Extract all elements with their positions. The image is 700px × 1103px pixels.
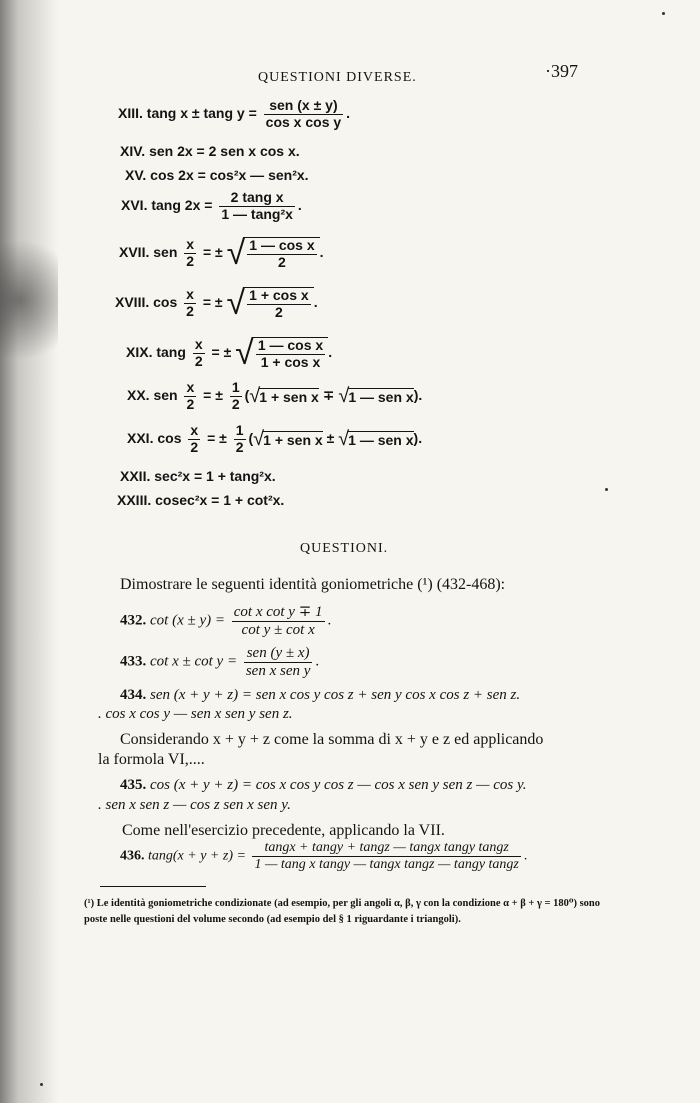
denominator: 1 — tang x tangy — tangx tangz — tangy tangz	[254, 856, 519, 872]
hint-434-line2: la formola VI,....	[98, 751, 205, 768]
question-number: 435.	[120, 777, 147, 793]
numerator: sen (y ± x)	[244, 645, 313, 663]
formula-xix	[126, 334, 332, 373]
numerator: 1 — cos x	[257, 336, 324, 353]
page-number: ·397	[545, 61, 578, 81]
numerator: 1 + cos x	[249, 286, 309, 303]
formula-lhs: tang 2x =	[151, 196, 213, 213]
radicand: 1 + sen x	[259, 388, 319, 405]
square-root	[338, 385, 413, 408]
denominator: 1 + cos x	[260, 353, 321, 370]
formula-lhs: tang	[156, 344, 186, 361]
formula-text: cosec²x = 1 + cot²x.	[155, 492, 285, 508]
footnote: (¹) Le identità goniometriche condizionate (ad esempio, per gli angoli α, β, γ con la condizione α + β + γ = 180⁰) sono poste nelle questioni del volume secondo (ad esempio del § 1 riguardante i triangoli).	[84, 898, 601, 925]
fraction	[256, 338, 325, 370]
formula-xx	[127, 380, 422, 412]
radical-sign: √	[226, 234, 246, 272]
formula-label: XVII.	[119, 244, 150, 261]
formula-xvi	[121, 190, 302, 222]
formula-lhs: cos	[157, 429, 182, 446]
radicand	[253, 337, 328, 370]
denominator: cot y ± cot x	[241, 621, 315, 638]
question-435-continuation: . sen x sen z — cos z sen x sen y.	[98, 797, 291, 813]
denominator: 2	[194, 353, 203, 369]
half-angle-fraction	[184, 237, 196, 269]
numerator: cot x cot y ∓ 1	[233, 604, 323, 620]
formula-lhs: cos	[153, 294, 178, 311]
numerator: 1 — cos x	[249, 236, 315, 253]
question-434-continuation: . cos x cos y — sen x sen y sen z.	[98, 706, 293, 722]
formula-label: XIV.	[120, 143, 146, 159]
formula-operator: = ±	[211, 344, 232, 361]
denominator: 2	[186, 303, 194, 319]
speck	[605, 488, 608, 491]
numerator: 2 tang x	[219, 190, 295, 207]
formula-operator: = ±	[202, 244, 223, 261]
speck	[662, 12, 665, 15]
fraction	[247, 238, 316, 270]
radical-sign: √	[226, 284, 246, 322]
formula-label: XX.	[127, 386, 150, 403]
running-header: QUESTIONI DIVERSE.	[258, 70, 417, 85]
coefficient-fraction	[234, 423, 246, 455]
formula-label: XXII.	[120, 468, 151, 484]
formula-text: sec²x = 1 + tang²x.	[154, 468, 276, 484]
radical-sign: √	[253, 427, 265, 450]
section-title: QUESTIONI.	[300, 541, 389, 556]
hint-434-line1: Considerando x + y + z come la somma di x + y e z ed applicando	[120, 731, 544, 748]
square-root	[235, 334, 328, 373]
formula-xxi	[127, 423, 422, 455]
numerator: 1	[235, 422, 244, 438]
question-lhs: cot x ± cot y =	[150, 653, 238, 670]
formula-lhs: tang x ± tang y =	[146, 104, 257, 121]
denominator: 2	[186, 395, 195, 412]
question-lhs: cot (x ± y) =	[150, 612, 225, 629]
half-angle-fraction	[193, 337, 205, 369]
question-number: 433.	[120, 653, 147, 670]
formula-label: XXIII.	[117, 492, 152, 508]
formula-operator: = ±	[203, 386, 223, 403]
radicand: 1 — sen x	[348, 431, 414, 448]
speck	[40, 1083, 43, 1086]
radical-sign: √	[249, 384, 261, 407]
question-432	[120, 604, 331, 639]
numerator: x	[190, 422, 199, 438]
formula-label: XXI.	[127, 429, 154, 446]
formula-xiv	[120, 143, 300, 159]
square-root	[253, 428, 323, 451]
radical-sign: √	[338, 427, 350, 450]
numerator: x	[186, 379, 195, 395]
fraction	[244, 645, 313, 680]
formula-operator: ∓	[322, 386, 335, 403]
question-number: 434.	[120, 687, 147, 703]
formula-lhs: sen	[153, 386, 178, 403]
radical-sign: √	[235, 334, 254, 372]
close-paren: ).	[413, 386, 423, 403]
formula-label: XIX.	[126, 344, 153, 361]
denominator: 2	[190, 438, 199, 455]
denominator: 2	[186, 253, 195, 269]
square-root	[249, 385, 319, 408]
half-angle-fraction	[184, 380, 196, 412]
numerator: sen (x ± y)	[264, 98, 344, 115]
formula-tail: .	[328, 344, 333, 361]
radicand	[244, 237, 319, 270]
hint-435: Come nell'esercizio precedente, applicando la VII.	[122, 822, 445, 839]
denominator: 2	[231, 395, 240, 412]
formula-tail: .	[297, 196, 302, 213]
open-paren: (	[248, 429, 254, 446]
formula-operator: ±	[326, 429, 335, 446]
question-line: cos (x + y + z) = cos x cos y cos z — cos x sen y sen z — cos y.	[150, 777, 527, 793]
numerator: 1	[231, 379, 240, 395]
numerator: tangx + tangy + tangz — tangx tangy tangz	[252, 840, 520, 857]
formula-xvii	[119, 234, 324, 273]
question-line: sen (x + y + z) = sen x cos y cos z + sen y cos x cos z + sen z.	[150, 687, 521, 703]
open-paren: (	[244, 386, 250, 403]
question-tail: .	[327, 612, 332, 629]
formula-label: XVIII.	[115, 294, 150, 311]
denominator: 2	[235, 438, 244, 455]
denominator: cos x cos y	[265, 113, 342, 130]
formula-xiii	[118, 98, 350, 130]
half-angle-fraction	[188, 423, 200, 455]
formula-label: XIII.	[118, 104, 143, 121]
question-434	[120, 687, 520, 704]
formula-operator: = ±	[202, 294, 223, 311]
radicand: 1 — sen x	[348, 388, 414, 405]
formula-tail: .	[319, 244, 324, 261]
formula-label: XVI.	[121, 196, 148, 213]
formula-text: sen 2x = 2 sen x cos x.	[149, 143, 300, 159]
formula-xxiii	[117, 492, 284, 508]
numerator: x	[186, 286, 194, 303]
half-angle-fraction	[184, 287, 196, 319]
square-root	[226, 284, 313, 323]
fraction	[264, 98, 344, 130]
numerator: x	[194, 336, 203, 353]
formula-text: cos 2x = cos²x — sen²x.	[150, 167, 309, 183]
denominator: 2	[278, 253, 286, 270]
denominator: 2	[275, 303, 283, 320]
radicand	[244, 287, 314, 320]
close-paren: ).	[413, 429, 423, 446]
formula-tail: .	[313, 294, 318, 311]
fraction	[232, 604, 325, 639]
radical-sign: √	[338, 384, 350, 407]
formula-lhs: sen	[153, 244, 178, 261]
fraction	[252, 840, 520, 872]
formula-xv	[125, 167, 309, 183]
intro-paragraph: Dimostrare le seguenti identità goniometriche (¹) (432-468):	[120, 576, 506, 593]
question-436	[120, 840, 527, 872]
formula-xxii	[120, 468, 276, 484]
square-root	[227, 234, 320, 273]
square-root	[338, 428, 413, 451]
formula-operator: = ±	[207, 429, 227, 446]
numerator: x	[186, 236, 195, 253]
denominator: sen x sen y	[245, 662, 311, 679]
question-435	[120, 777, 527, 794]
question-number: 436.	[120, 848, 145, 864]
formula-xviii	[115, 284, 318, 323]
question-number: 432.	[120, 612, 147, 629]
coefficient-fraction	[230, 380, 242, 412]
formula-tail: .	[346, 104, 351, 121]
question-tail: .	[523, 848, 528, 864]
fraction	[247, 288, 311, 320]
fraction	[219, 190, 295, 222]
radicand: 1 + sen x	[263, 431, 323, 448]
denominator: 1 — tang²x	[221, 205, 293, 222]
question-lhs: tang(x + y + z) =	[148, 848, 246, 864]
scan-shadow	[0, 0, 58, 1103]
formula-label: XV.	[125, 167, 147, 183]
question-tail: .	[315, 653, 320, 670]
question-433	[120, 645, 319, 680]
footnote-rule	[100, 886, 206, 887]
